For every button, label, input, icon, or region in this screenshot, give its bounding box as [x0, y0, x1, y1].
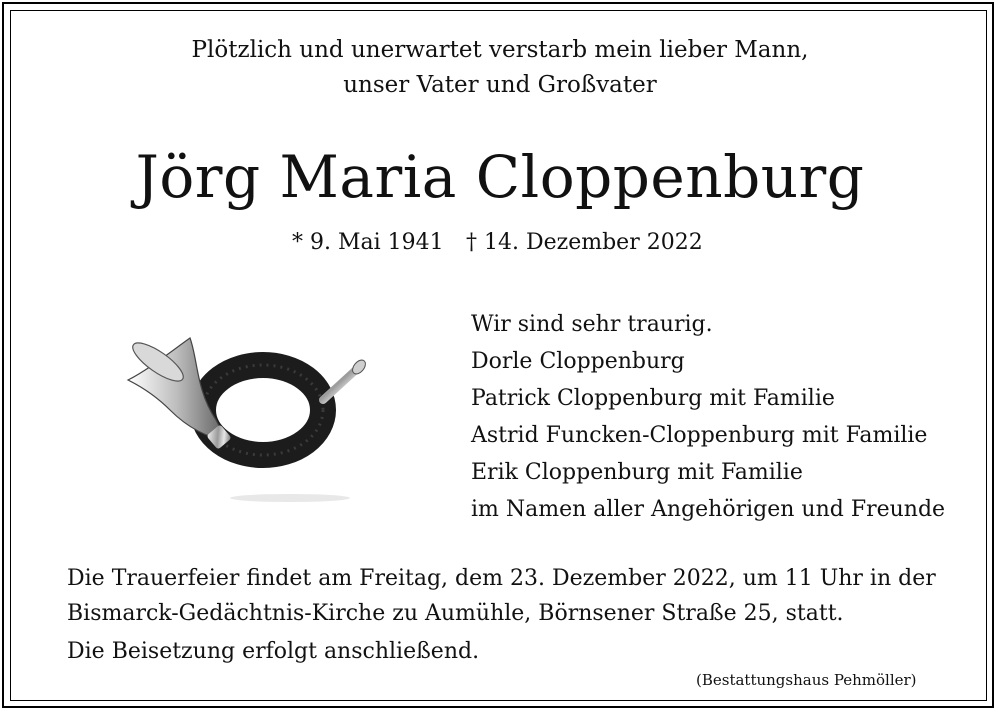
deceased-name: Jörg Maria Cloppenburg [135, 143, 865, 211]
family-line: Astrid Funcken-Cloppenburg mit Familie [471, 423, 928, 448]
intro-line-1: Plötzlich und unerwartet verstarb mein lieber Mann, [191, 37, 809, 63]
birth-date: * 9. Mai 1941 [292, 230, 444, 255]
family-line: Wir sind sehr traurig. [471, 312, 713, 337]
intro-line-2: unser Vater und Großvater [343, 72, 657, 98]
service-info-line-2: Bismarck-Gedächtnis-Kirche zu Aumühle, Börnsener Straße 25, statt. [67, 601, 844, 626]
family-signatures [471, 306, 945, 528]
undertaker-credit: (Bestattungshaus Pehmöller) [696, 671, 917, 689]
death-date: † 14. Dezember 2022 [466, 230, 703, 255]
family-line: im Namen aller Angehörigen und Freunde [471, 497, 946, 522]
family-line: Dorle Cloppenburg [471, 349, 685, 374]
burial-info: Die Beisetzung erfolgt anschließend. [67, 639, 480, 664]
family-line: Erik Cloppenburg mit Familie [471, 460, 803, 485]
service-info-line-1: Die Trauerfeier findet am Freitag, dem 23. Dezember 2022, um 11 Uhr in der [67, 566, 936, 591]
post-horn-icon [118, 330, 368, 514]
family-line: Patrick Cloppenburg mit Familie [471, 386, 835, 411]
